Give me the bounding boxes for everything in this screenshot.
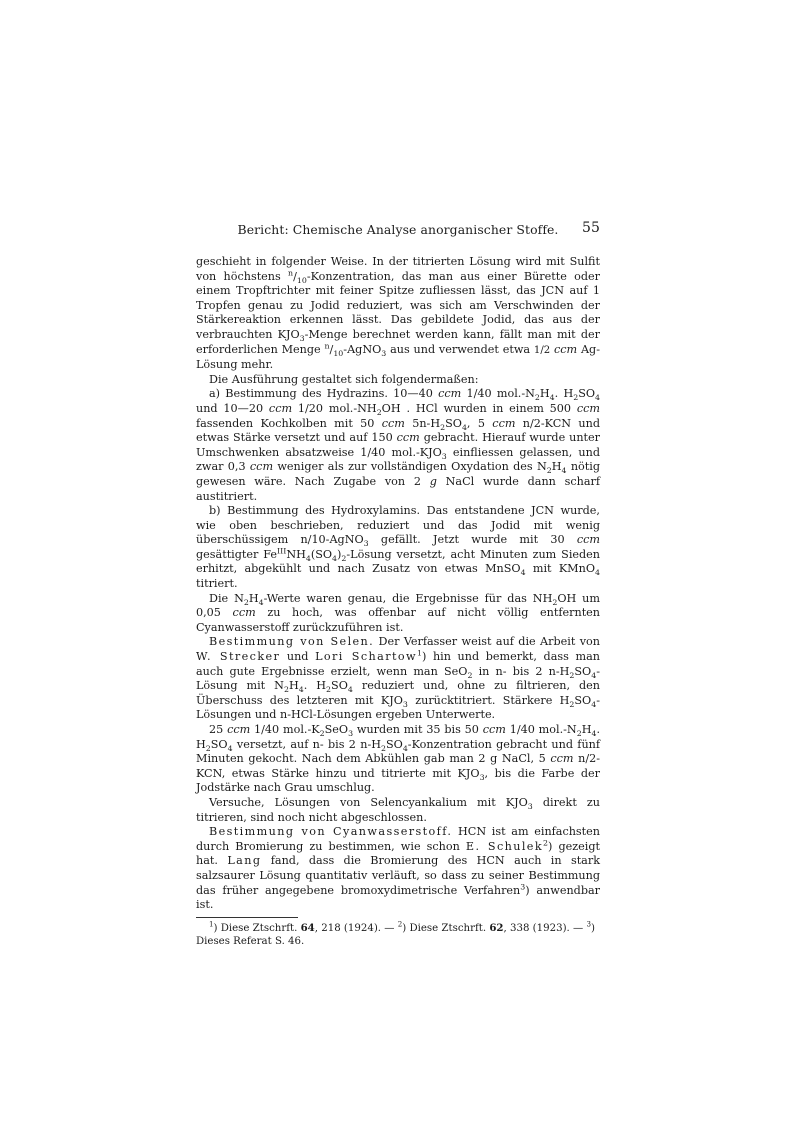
paragraph: Die Ausführung gestaltet sich folgendermaßen:: [209, 372, 479, 386]
running-header: [196, 222, 600, 242]
paragraph: Versuche, Lösungen von Selencyankalium mit $KJO_3$ direkt zu titrieren, sind noch nicht abgeschlossen.: [196, 795, 600, 824]
page-number: 55: [581, 220, 600, 236]
paragraph: 25 ccm 1/40 $mol.-K_2SeO_3$ wurden mit 35 bis 50 ccm 1/40 $mol.-N_2H_4$. $H_2SO_4$ versetzt, auf n- bis 2 $n-H_2SO_4$-Konzentration gebracht und fünf Minuten gekocht. Nach dem Abkühlen gab man 2 g NaCl, 5 ccm n/2-KCN, etwas Stärke hinzu und titrierte mit $KJO_3$, bis die Farbe der Jodstärke nach Grau umschlug.: [196, 723, 601, 795]
paragraph: a) Bestimmung des Hydrazins. 10—40 ccm 1/40 $mol.-N_2H_4$. $H_2SO_4$ und 10—20 ccm 1/20 $mol.-NH_2OH$ . HCl wurden in einem 500 ccm fassenden Kochkolben mit 50 ccm $5n-H_2SO_4$, 5 ccm n/2-KCN und etwas Stärke versetzt und auf 150 ccm gebracht. Hierauf wurde unter Umschwenken absatzweise 1/40 $mol.-KJO_3$ einfliessen gelassen, und zwar 0,3 ccm weniger als zur vollständigen Oxydation des $N_2H_4$ nötig gewesen wäre. Nach Zugabe von 2 g NaCl wurde dann scharf austitriert.: [196, 387, 601, 503]
section-heading: Bestimmung von Selen.: [209, 635, 375, 649]
running-title: Bericht: Chemische Analyse anorganischer Stoffe.: [237, 222, 559, 237]
body-text: [196, 255, 600, 913]
paragraph: Bestimmung von Selen. Der Verfasser weist auf die Arbeit von W. Strecker und Lori Schartow$^1$) hin und bemerkt, dass man auch gute Ergebnisse erzielt, wenn man SeO$_2$ in n- bis 2 $n-H_2SO_4$-Lösung mit $N_2H_4$. $H_2SO_4$ reduziert und, ohne zu filtrieren, den Überschuss des letzteren mit $KJO_3$ zurücktitriert. Stärkere $H_2SO_4$-Lösungen und n-HCl-Lösungen ergeben Unterwerte.: [196, 635, 600, 722]
document-page: [196, 222, 600, 948]
paragraph: geschieht in folgender Weise. In der titrierten Lösung wird mit Sulfit von höchstens $^n/_{10}$-Konzentration, das man aus einer Bürette oder einem Tropftrichter mit feiner Spitze zufliessen lässt, das JCN auf 1 Tropfen genau zu Jodid reduziert, was sich am Verschwinden der Stärkereaktion erkennen lässt. Das gebildete Jodid, das aus der verbrauchten $KJO_3$-Menge berechnet werden kann, fällt man mit der erforderlichen Menge $^n/_{10}-AgNO_3$ aus und verwendet etwa 1/2 ccm Ag-Lösung mehr.: [196, 255, 600, 372]
footnote: $^1$) Diese Ztschrft. 64, 218 (1924). — $^2$) Diese Ztschrft. 62, 338 (1923). — $^3$) Dieses Referat S. 46.: [196, 919, 595, 947]
footnotes: [196, 919, 600, 948]
paragraph: Bestimmung von Cyanwasserstoff. HCN ist am einfachsten durch Bromierung zu bestimmen, wie schon E. Schulek$^2$) gezeigt hat. Lang fand, dass die Bromierung des HCN auch in stark salzsaurer Lösung quantitativ verläuft, so dass zu seiner Bestimmung das früher angegebene bromoxydimetrische Verfahren$^3$) anwendbar ist.: [196, 825, 600, 912]
paragraph: Die $N_2H_4$-Werte waren genau, die Ergebnisse für das $NH_2OH$ um 0,05 ccm zu hoch, was offenbar auf nicht völlig entfernten Cyanwasserstoff zurückzuführen ist.: [196, 591, 601, 634]
section-heading: Bestimmung von Cyanwasserstoff.: [209, 825, 453, 839]
paragraph: b) Bestimmung des Hydroxylamins. Das entstandene JCN wurde, wie oben beschrieben, reduziert und das Jodid mit wenig überschüssigem n/10-AgNO$_3$ gefällt. Jetzt wurde mit 30 ccm gesättigter $Fe^{III}NH_4(SO_4)_2$-Lösung versetzt, acht Minuten zum Sieden erhitzt, abgekühlt und nach Zusatz von etwas MnSO$_4$ mit KMnO$_4$ titriert.: [196, 504, 601, 591]
footnote-divider: [196, 917, 298, 918]
